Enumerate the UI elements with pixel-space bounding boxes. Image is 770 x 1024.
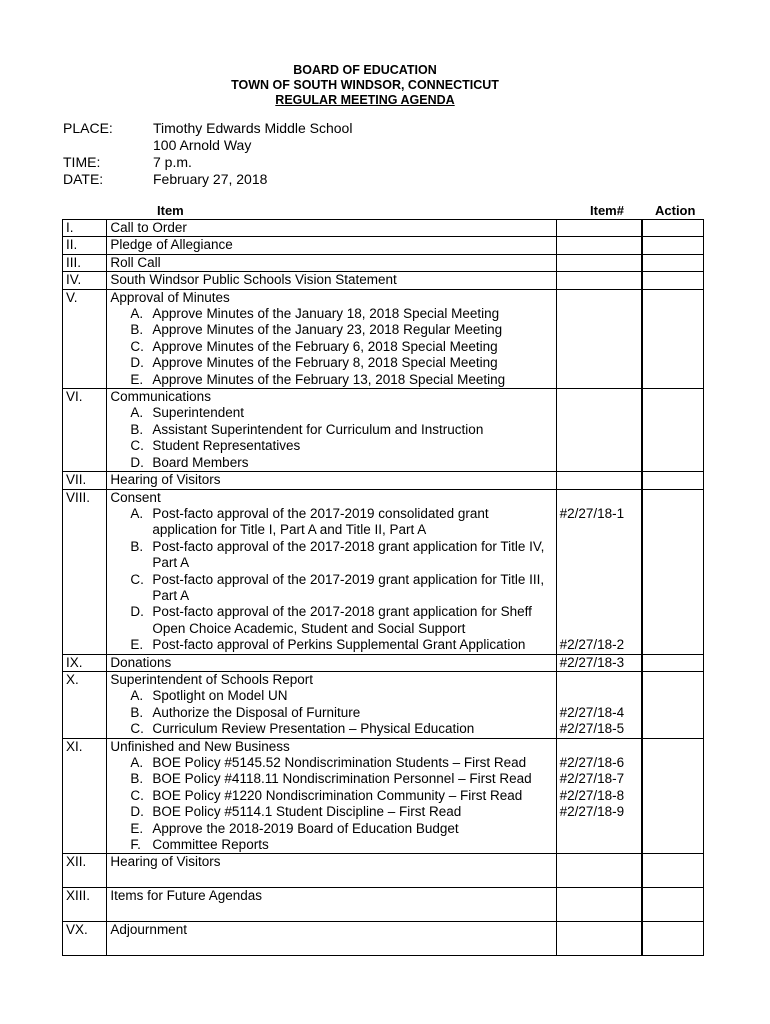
agenda-subitem bbox=[110, 539, 555, 572]
agenda-subitem bbox=[110, 637, 555, 653]
agenda-item-cell bbox=[107, 654, 556, 671]
agenda-row bbox=[63, 237, 704, 254]
agenda-row bbox=[63, 472, 704, 489]
agenda-item-number: VIII. bbox=[63, 489, 107, 654]
agenda-row bbox=[63, 220, 704, 237]
agenda-action-cell bbox=[643, 671, 704, 738]
agenda-itemno: #2/27/18-5 bbox=[559, 721, 625, 737]
itemno-blank-line bbox=[560, 539, 642, 555]
agenda-item-title: Pledge of Allegiance bbox=[110, 237, 233, 253]
agenda-subitem bbox=[110, 755, 555, 771]
subitem-text: Post-facto approval of the 2017-2018 grant application for Sheff Open Choice Academic, Student and Social Support bbox=[152, 604, 532, 636]
agenda-table bbox=[62, 219, 704, 956]
agenda-item-number: VII. bbox=[63, 472, 107, 489]
subitem-letter: D. bbox=[130, 604, 144, 620]
subitem-letter: D. bbox=[130, 804, 144, 820]
agenda-action-cell bbox=[643, 489, 704, 654]
agenda-subitem bbox=[110, 804, 555, 820]
agenda-itemno: #2/27/18-7 bbox=[559, 771, 625, 787]
agenda-item-cell bbox=[107, 389, 556, 472]
subitem-text: Post-facto approval of the 2017-2018 grant application for Title IV, Part A bbox=[152, 538, 545, 571]
agenda-row bbox=[63, 489, 704, 654]
agenda-itemno-cell bbox=[556, 738, 642, 854]
agenda-subitem bbox=[110, 837, 555, 853]
subitem-text: Approve the 2018-2019 Board of Education Budget bbox=[152, 820, 459, 836]
subitem-letter: B. bbox=[130, 704, 144, 720]
subitem-letter: E. bbox=[130, 371, 144, 387]
agenda-item-number: VX. bbox=[63, 922, 107, 956]
agenda-action-cell bbox=[643, 289, 704, 388]
agenda-item-title: Unfinished and New Business bbox=[110, 738, 290, 754]
subitem-letter: B. bbox=[130, 771, 144, 787]
agenda-itemno-cell bbox=[556, 272, 642, 289]
agenda-item-title: Call to Order bbox=[110, 220, 187, 235]
subitem-text: BOE Policy #4118.11 Nondiscrimination Personnel – First Read bbox=[152, 771, 532, 787]
itemno-blank-line bbox=[560, 604, 642, 620]
subitem-letter: C. bbox=[130, 721, 144, 737]
agenda-itemno-cell bbox=[556, 389, 642, 472]
agenda-itemno-cell bbox=[556, 888, 642, 922]
agenda-row bbox=[63, 888, 704, 922]
agenda-item-cell bbox=[107, 738, 556, 854]
subitem-text: Student Representatives bbox=[152, 438, 301, 454]
subitem-letter: B. bbox=[130, 322, 144, 338]
subitem-letter: C. bbox=[130, 438, 144, 454]
subitem-text: Approve Minutes of the January 23, 2018 Regular Meeting bbox=[152, 322, 503, 338]
itemno-blank-line bbox=[560, 739, 642, 755]
agenda-itemno-cell bbox=[556, 654, 642, 671]
agenda-item-number: X. bbox=[63, 671, 107, 738]
agenda-item-cell bbox=[107, 671, 556, 738]
subitem-letter: B. bbox=[130, 538, 144, 554]
subitem-letter: A. bbox=[130, 688, 144, 704]
agenda-action-cell bbox=[643, 654, 704, 671]
agenda-itemno-cell bbox=[556, 237, 642, 254]
agenda-action-cell bbox=[643, 472, 704, 489]
place-label: PLACE: bbox=[63, 120, 113, 136]
subitem-letter: C. bbox=[130, 571, 144, 587]
agenda-itemno-cell bbox=[556, 854, 642, 888]
agenda-item-cell bbox=[107, 888, 556, 922]
itemno-blank-line bbox=[560, 588, 642, 604]
subitem-text: BOE Policy #5114.1 Student Discipline – First Read bbox=[152, 804, 462, 820]
agenda-action-cell bbox=[643, 738, 704, 854]
agenda-itemno: #2/27/18-8 bbox=[559, 787, 625, 803]
agenda-subitem bbox=[110, 572, 555, 605]
time-label: TIME: bbox=[63, 154, 101, 170]
subitem-text: Approve Minutes of the February 8, 2018 Special Meeting bbox=[152, 355, 498, 371]
agenda-itemno: #2/27/18-4 bbox=[559, 704, 625, 720]
agenda-item-number: III. bbox=[63, 254, 107, 271]
agenda-item-number: I. bbox=[63, 220, 107, 237]
subitem-text: Post-facto approval of Perkins Supplemental Grant Application bbox=[152, 637, 526, 653]
agenda-itemno-cell bbox=[556, 220, 642, 237]
agenda-action-cell bbox=[643, 220, 704, 237]
agenda-item-cell bbox=[107, 289, 556, 388]
agenda-item-number: II. bbox=[63, 237, 107, 254]
agenda-action-cell bbox=[643, 854, 704, 888]
agenda-itemno-cell bbox=[556, 922, 642, 956]
agenda-item-cell bbox=[107, 854, 556, 888]
agenda-item-number: VI. bbox=[63, 389, 107, 472]
subitem-letter: C. bbox=[130, 787, 144, 803]
agenda-action-cell bbox=[643, 254, 704, 271]
agenda-subitem bbox=[110, 339, 555, 355]
agenda-row bbox=[63, 289, 704, 388]
agenda-item-number: XI. bbox=[63, 738, 107, 854]
agenda-item-cell bbox=[107, 237, 556, 254]
subitem-letter: E. bbox=[130, 637, 144, 653]
board-title: BOARD OF EDUCATION bbox=[293, 63, 437, 77]
row-spacer bbox=[110, 938, 555, 954]
agenda-itemno-cell bbox=[556, 254, 642, 271]
agenda-action-cell bbox=[643, 237, 704, 254]
agenda-item-cell bbox=[107, 922, 556, 956]
agenda-item-cell bbox=[107, 272, 556, 289]
agenda-row bbox=[63, 272, 704, 289]
subitem-letter: D. bbox=[130, 454, 144, 470]
item-column-header: Item bbox=[157, 203, 184, 218]
subitem-letter: F. bbox=[130, 837, 141, 853]
itemno-blank-line bbox=[560, 555, 642, 571]
itemno-column-header: Item# bbox=[590, 203, 624, 218]
subitem-text: Superintendent bbox=[152, 405, 244, 421]
agenda-row bbox=[63, 738, 704, 854]
agenda-item-number: IX. bbox=[63, 654, 107, 671]
subitem-text: Post-facto approval of the 2017-2019 consolidated grant application for Title I, Part A and Title II, Part A bbox=[152, 505, 489, 538]
row-spacer bbox=[110, 871, 555, 887]
itemno-blank-line bbox=[560, 688, 642, 704]
agenda-subitem bbox=[110, 721, 555, 737]
subitem-letter: A. bbox=[130, 755, 144, 770]
subitem-text: Spotlight on Model UN bbox=[152, 688, 288, 704]
agenda-row bbox=[63, 389, 704, 472]
agenda-subitem bbox=[110, 604, 555, 637]
agenda-item-title: Adjournment bbox=[110, 922, 187, 938]
agenda-item-cell bbox=[107, 489, 556, 654]
subitem-text: Assistant Superintendent for Curriculum and Instruction bbox=[152, 421, 484, 437]
agenda-subitem bbox=[110, 355, 555, 371]
date-value: February 27, 2018 bbox=[153, 171, 268, 187]
town-title: TOWN OF SOUTH WINDSOR, CONNECTICUT bbox=[231, 78, 499, 92]
agenda-item-number: XII. bbox=[63, 854, 107, 888]
agenda-body bbox=[63, 220, 704, 956]
agenda-subitem bbox=[110, 821, 555, 837]
place-name: Timothy Edwards Middle School bbox=[153, 120, 353, 136]
agenda-item-title: Hearing of Visitors bbox=[110, 472, 221, 488]
agenda-subitem bbox=[110, 322, 555, 338]
agenda-item-title: Superintendent of Schools Report bbox=[110, 671, 314, 687]
agenda-action-cell bbox=[643, 922, 704, 956]
subitem-letter: D. bbox=[130, 355, 144, 371]
subitem-letter: B. bbox=[130, 421, 144, 437]
agenda-row bbox=[63, 671, 704, 738]
subitem-text: BOE Policy #1220 Nondiscrimination Community – First Read bbox=[152, 787, 523, 803]
itemno-blank-line bbox=[560, 621, 642, 637]
agenda-subitem bbox=[110, 438, 555, 454]
agenda-item-cell bbox=[107, 254, 556, 271]
itemno-blank-line bbox=[560, 672, 642, 688]
agenda-item-number: V. bbox=[63, 289, 107, 388]
agenda-subitem bbox=[110, 506, 555, 539]
subitem-text: Authorize the Disposal of Furniture bbox=[152, 704, 361, 720]
row-spacer bbox=[110, 905, 555, 921]
agenda-subitem bbox=[110, 372, 555, 388]
itemno-blank-line bbox=[560, 522, 642, 538]
date-label: DATE: bbox=[63, 171, 104, 187]
agenda-item-title: Consent bbox=[110, 489, 161, 505]
time-value: 7 p.m. bbox=[153, 154, 192, 170]
subitem-text: Committee Reports bbox=[152, 837, 269, 853]
itemno-blank-line bbox=[560, 572, 642, 588]
subitem-text: Approve Minutes of the January 18, 2018 Special Meeting bbox=[152, 306, 500, 322]
subitem-text: Board Members bbox=[152, 454, 249, 470]
agenda-action-cell bbox=[643, 389, 704, 472]
agenda-item-title: Roll Call bbox=[110, 254, 161, 270]
agenda-item-title: South Windsor Public Schools Vision Statement bbox=[110, 272, 397, 288]
subitem-letter: E. bbox=[130, 820, 144, 836]
agenda-item-number: IV. bbox=[63, 272, 107, 289]
agenda-row bbox=[63, 254, 704, 271]
agenda-itemno-cell bbox=[556, 289, 642, 388]
agenda-item-title: Hearing of Visitors bbox=[110, 854, 221, 870]
itemno-blank-line bbox=[560, 490, 642, 506]
agenda-itemno: #2/27/18-9 bbox=[559, 804, 625, 820]
agenda-title: REGULAR MEETING AGENDA bbox=[275, 93, 455, 107]
place-address: 100 Arnold Way bbox=[153, 137, 252, 153]
agenda-subitem bbox=[110, 422, 555, 438]
agenda-item-title: Donations bbox=[110, 654, 172, 670]
agenda-subitem bbox=[110, 306, 555, 322]
agenda-action-cell bbox=[643, 888, 704, 922]
agenda-subitem bbox=[110, 771, 555, 787]
agenda-itemno-cell bbox=[556, 489, 642, 654]
agenda-subitem bbox=[110, 405, 555, 421]
subitem-letter: C. bbox=[130, 338, 144, 354]
agenda-row bbox=[63, 854, 704, 888]
agenda-row bbox=[63, 654, 704, 671]
subitem-text: Approve Minutes of the February 13, 2018 Special Meeting bbox=[152, 371, 506, 387]
agenda-itemno: #2/27/18-3 bbox=[559, 654, 625, 670]
agenda-itemno-cell bbox=[556, 472, 642, 489]
subitem-letter: A. bbox=[130, 405, 144, 421]
agenda-item-number: XIII. bbox=[63, 888, 107, 922]
agenda-item-title: Communications bbox=[110, 389, 211, 405]
subitem-text: Curriculum Review Presentation – Physical Education bbox=[152, 721, 475, 737]
subitem-text: Approve Minutes of the February 6, 2018 Special Meeting bbox=[152, 338, 498, 354]
subitem-letter: A. bbox=[130, 306, 144, 322]
subitem-text: Post-facto approval of the 2017-2019 grant application for Title III, Part A bbox=[152, 571, 545, 603]
agenda-itemno-cell bbox=[556, 671, 642, 738]
agenda-itemno: #2/27/18-1 bbox=[559, 505, 625, 521]
agenda-action-cell bbox=[643, 272, 704, 289]
agenda-item-cell bbox=[107, 220, 556, 237]
agenda-item-title: Approval of Minutes bbox=[110, 289, 230, 305]
agenda-item-title: Items for Future Agendas bbox=[110, 888, 262, 904]
agenda-subitem bbox=[110, 788, 555, 804]
agenda-subitem bbox=[110, 455, 555, 471]
subitem-text: BOE Policy #5145.52 Nondiscrimination Students – First Read bbox=[152, 755, 527, 770]
agenda-row bbox=[63, 922, 704, 956]
subitem-letter: A. bbox=[130, 505, 144, 521]
agenda-subitem bbox=[110, 688, 555, 704]
agenda-subitem bbox=[110, 705, 555, 721]
action-column-header: Action bbox=[655, 203, 696, 218]
agenda-itemno: #2/27/18-2 bbox=[559, 637, 625, 653]
agenda-itemno: #2/27/18-6 bbox=[559, 755, 625, 770]
agenda-item-cell bbox=[107, 472, 556, 489]
